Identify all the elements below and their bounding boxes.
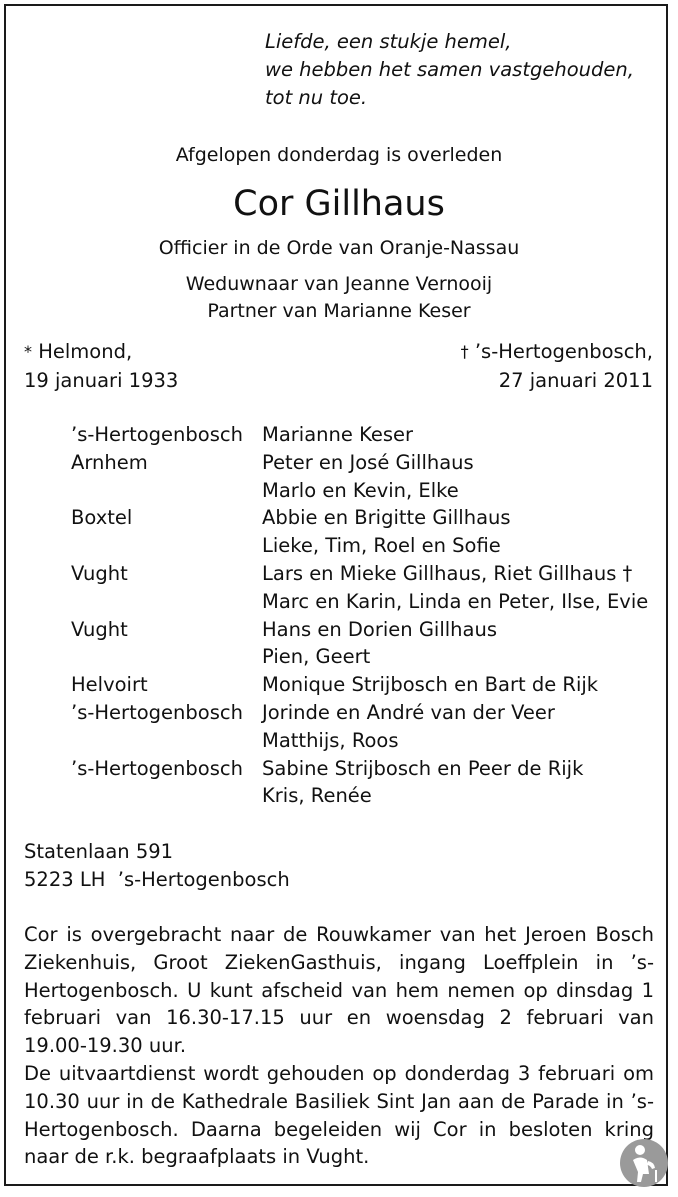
widower-line: Weduwnaar van Jeanne Vernooij [185, 273, 493, 295]
death-info [461, 338, 653, 395]
mourning-figure-icon [619, 1138, 669, 1188]
birth-info [24, 338, 178, 395]
family-row [71, 699, 661, 755]
family-place: ’s-Hertogenbosch [71, 423, 243, 446]
deceased-name: Cor Gillhaus [233, 184, 445, 224]
family-names: Marc en Karin, Linda en Peter, Ilse, Evie [262, 589, 649, 613]
family-place: ’s-Hertogenbosch [71, 756, 243, 780]
family-place: Helvoirt [71, 673, 148, 697]
poem-line: we hebben het samen vastgehouden, [265, 58, 634, 81]
intro-text: Afgelopen donderdag is overleden [175, 144, 503, 166]
honor-title: Officier in de Orde van Oranje-Nassau [158, 237, 520, 259]
home-address [24, 838, 290, 894]
death-cross-icon: † [460, 342, 469, 361]
poem-line: tot nu toe. [265, 86, 368, 109]
family-names: Monique Strijbosch en Bart de Rijk [262, 673, 599, 697]
address-city: 5223 LH ’s-Hertogenbosch [24, 868, 290, 891]
family-names: Lars en Mieke Gillhaus, Riet Gillhaus † [262, 561, 633, 585]
family-row [71, 755, 661, 811]
family-row [71, 616, 661, 672]
birth-star-icon: * [24, 342, 32, 361]
family-names: Pien, Geert [262, 645, 371, 669]
family-row [71, 449, 661, 505]
family-names: Abbie en Brigitte Gillhaus [262, 506, 511, 530]
family-names: Peter en José Gillhaus [262, 450, 474, 474]
address-street: Statenlaan 591 [24, 840, 174, 863]
family-place: Vught [71, 617, 128, 641]
family-names: Jorinde en André van der Veer [262, 700, 555, 724]
family-row [71, 560, 661, 616]
birth-date: 19 januari 1933 [24, 369, 179, 392]
family-names: Marianne Keser [262, 423, 414, 446]
death-date: 27 januari 2011 [498, 369, 653, 392]
family-row [71, 671, 661, 699]
service-paragraph: De uitvaartdienst wordt gehouden op donderdag 3 februari om 10.30 uur in de Kathedrale Basiliek Sint Jan aan de Parade in ’s-Hertogenbosch. Daarna begeleiden wij Cor in besloten kring naar de r.k. begraafplaats in Vught. [24, 1061, 654, 1169]
family-list [71, 421, 661, 810]
partner-line: Partner van Marianne Keser [207, 300, 471, 322]
birth-place: Helmond, [38, 340, 133, 363]
family-names: Hans en Dorien Gillhaus [262, 617, 498, 641]
poem-line: Liefde, een stukje hemel, [265, 30, 512, 53]
viewing-paragraph: Cor is overgebracht naar de Rouwkamer van het Jeroen Bosch Ziekenhuis, Groot ZiekenGasthuis, ingang Loeffplein in ’s-Hertogenbosch. U kunt afscheid van hem nemen op dinsdag 1 februari van 16.30-17.15 uur en woensdag 2 februari van 19.00-19.30 uur. [24, 923, 654, 1058]
funeral-details [24, 921, 654, 1171]
family-names: Sabine Strijbosch en Peer de Rijk [262, 756, 584, 780]
family-row [71, 504, 661, 560]
family-names: Lieke, Tim, Roel en Sofie [262, 534, 501, 558]
family-place: ’s-Hertogenbosch [71, 700, 243, 724]
family-names: Marlo en Kevin, Elke [262, 478, 459, 502]
family-names: Kris, Renée [262, 784, 372, 808]
family-place: Boxtel [71, 506, 133, 530]
family-place: Arnhem [71, 450, 148, 474]
family-row [71, 421, 661, 449]
family-names: Matthijs, Roos [262, 728, 399, 752]
death-place: ’s-Hertogenbosch, [474, 340, 653, 363]
poem [265, 28, 634, 112]
family-place: Vught [71, 561, 128, 585]
